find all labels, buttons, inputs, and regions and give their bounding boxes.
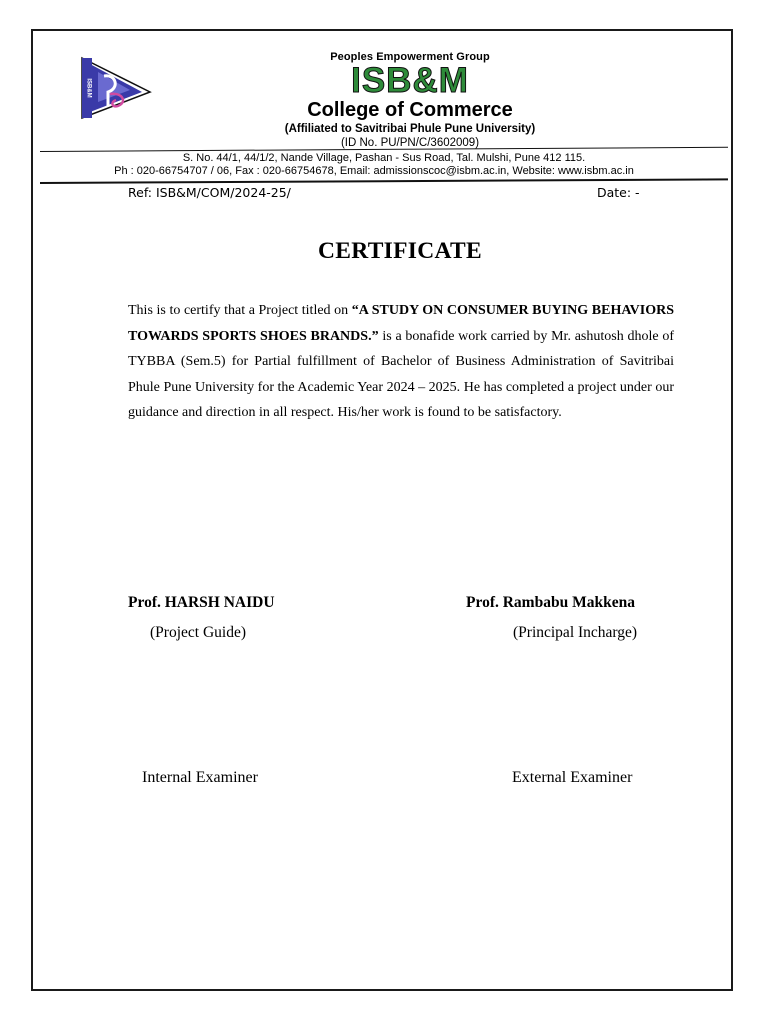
college-name: College of Commerce <box>307 99 513 121</box>
letterhead <box>250 50 570 150</box>
certificate-title: CERTIFICATE <box>318 238 482 264</box>
date-field: Date: - <box>597 185 640 200</box>
body-text: is a bonafide work carried by Mr. ashutosh dhole of TYBBA (Sem.5) for Partial fulfillment of Bachelor of Business Administration of Savitribai Phule Pune University for the Academic Year 2024 – 2025. He has completed a project under our guidance and direction in all respect. His/her work is found to be satisfactory. <box>128 328 675 420</box>
group-name: Peoples Empowerment Group <box>330 51 490 63</box>
id-number: (ID No. PU/PN/C/3602009) <box>340 137 480 149</box>
internal-examiner: Internal Examiner <box>142 769 258 786</box>
college-logo <box>76 54 152 120</box>
affiliation: (Affiliated to Savitribai Phule Pune University) <box>284 123 536 135</box>
certificate-body <box>128 298 674 426</box>
project-title: “A STUDY ON CONSUMER BUYING BEHAVIORS TOWARDS SPORTS SHOES BRANDS.” <box>128 303 674 344</box>
contact-line: Ph : 020-66754707 / 06, Fax : 020-66754678, Email: admissionscoc@isbm.ac.in, Website: www.isbm.ac.in <box>114 165 634 177</box>
guide-name: Prof. HARSH NAIDU <box>128 594 275 611</box>
principal-name: Prof. Rambabu Makkena <box>466 594 635 611</box>
reference-number: Ref: ISB&M/COM/2024-25/ <box>128 185 291 200</box>
external-examiner: External Examiner <box>512 769 633 786</box>
body-intro: This is to certify that a Project titled on <box>128 303 352 318</box>
logo-text: ISB&M <box>85 78 92 98</box>
principal-role: (Principal Incharge) <box>513 624 638 641</box>
brand-name: ISB&M <box>351 61 469 100</box>
guide-role: (Project Guide) <box>150 624 246 641</box>
address-line: S. No. 44/1, 44/1/2, Nande Village, Pashan - Sus Road, Tal. Mulshi, Pune 412 115. <box>182 152 586 164</box>
